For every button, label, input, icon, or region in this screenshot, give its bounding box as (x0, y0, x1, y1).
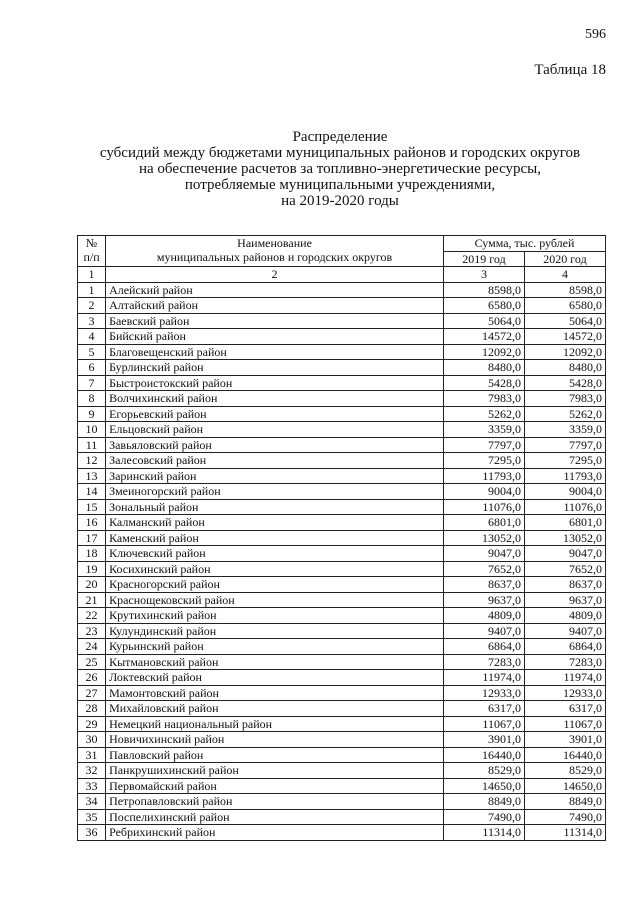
value-2020: 5064,0 (524, 313, 605, 329)
district-name: Калманский район (106, 515, 444, 531)
column-number: 3 (444, 267, 525, 283)
value-2019: 6580,0 (444, 298, 525, 314)
value-2019: 5262,0 (444, 406, 525, 422)
value-2020: 6317,0 (524, 701, 605, 717)
district-name: Косихинский район (106, 561, 444, 577)
table-label: Таблица 18 (534, 62, 606, 78)
row-number: 13 (78, 468, 106, 484)
row-number: 19 (78, 561, 106, 577)
table-row (78, 825, 606, 841)
value-2019: 6317,0 (444, 701, 525, 717)
district-name: Егорьевский район (106, 406, 444, 422)
value-2020: 12092,0 (524, 344, 605, 360)
row-number: 25 (78, 654, 106, 670)
header-name-line1: Наименование (237, 236, 312, 250)
district-name: Бурлинский район (106, 360, 444, 376)
table-row (78, 670, 606, 686)
table-row (78, 716, 606, 732)
row-number: 15 (78, 499, 106, 515)
value-2020: 7797,0 (524, 437, 605, 453)
table-row (78, 608, 606, 624)
header-year-2020: 2020 год (524, 251, 605, 267)
value-2019: 3901,0 (444, 732, 525, 748)
row-number: 8 (78, 391, 106, 407)
table-header-row (78, 236, 606, 252)
table-row (78, 468, 606, 484)
value-2020: 11793,0 (524, 468, 605, 484)
district-name: Ельцовский район (106, 422, 444, 438)
title-line: на обеспечение расчетов за топливно-энергетические ресурсы, (138, 161, 542, 177)
district-name: Поспелихинский район (106, 809, 444, 825)
header-name (106, 236, 444, 267)
district-name: Алейский район (106, 282, 444, 298)
value-2020: 7652,0 (524, 561, 605, 577)
table-row (78, 515, 606, 531)
value-2020: 7283,0 (524, 654, 605, 670)
table-row (78, 484, 606, 500)
table-row (78, 561, 606, 577)
value-2020: 7295,0 (524, 453, 605, 469)
header-sum: Сумма, тыс. рублей (444, 236, 606, 252)
value-2019: 8598,0 (444, 282, 525, 298)
row-number: 2 (78, 298, 106, 314)
title-line: потребляемые муниципальными учреждениями, (184, 177, 496, 193)
district-name: Курьинский район (106, 639, 444, 655)
row-number: 23 (78, 623, 106, 639)
table-row (78, 763, 606, 779)
value-2019: 9047,0 (444, 546, 525, 562)
district-name: Алтайский район (106, 298, 444, 314)
row-number: 9 (78, 406, 106, 422)
value-2020: 8598,0 (524, 282, 605, 298)
table-row (78, 639, 606, 655)
header-name-line2: муниципальных районов и городских округов (156, 250, 393, 264)
value-2019: 9637,0 (444, 592, 525, 608)
value-2020: 6801,0 (524, 515, 605, 531)
document-title (40, 129, 640, 209)
column-number: 1 (78, 267, 106, 283)
row-number: 10 (78, 422, 106, 438)
value-2020: 14650,0 (524, 778, 605, 794)
value-2019: 7283,0 (444, 654, 525, 670)
district-name: Крутихинский район (106, 608, 444, 624)
column-number-row (78, 267, 606, 283)
district-name: Краснощековский район (106, 592, 444, 608)
row-number: 28 (78, 701, 106, 717)
value-2019: 7295,0 (444, 453, 525, 469)
value-2020: 9637,0 (524, 592, 605, 608)
district-name: Кытмановский район (106, 654, 444, 670)
value-2020: 16440,0 (524, 747, 605, 763)
row-number: 11 (78, 437, 106, 453)
value-2020: 3359,0 (524, 422, 605, 438)
value-2019: 7652,0 (444, 561, 525, 577)
table-row (78, 344, 606, 360)
row-number: 14 (78, 484, 106, 500)
column-number: 2 (106, 267, 444, 283)
district-name: Красногорский район (106, 577, 444, 593)
value-2020: 9407,0 (524, 623, 605, 639)
value-2019: 16440,0 (444, 747, 525, 763)
district-name: Баевский район (106, 313, 444, 329)
table-row (78, 453, 606, 469)
value-2019: 3359,0 (444, 422, 525, 438)
district-name: Первомайский район (106, 778, 444, 794)
district-name: Каменский район (106, 530, 444, 546)
value-2020: 11076,0 (524, 499, 605, 515)
row-number: 33 (78, 778, 106, 794)
row-number: 4 (78, 329, 106, 345)
value-2019: 8529,0 (444, 763, 525, 779)
value-2020: 5428,0 (524, 375, 605, 391)
table-row (78, 685, 606, 701)
row-number: 7 (78, 375, 106, 391)
row-number: 27 (78, 685, 106, 701)
district-name: Павловский район (106, 747, 444, 763)
table-row (78, 422, 606, 438)
table-row (78, 406, 606, 422)
row-number: 20 (78, 577, 106, 593)
table-row (78, 592, 606, 608)
district-name: Змеиногорский район (106, 484, 444, 500)
row-number: 1 (78, 282, 106, 298)
value-2019: 5428,0 (444, 375, 525, 391)
value-2019: 8637,0 (444, 577, 525, 593)
value-2019: 13052,0 (444, 530, 525, 546)
value-2020: 4809,0 (524, 608, 605, 624)
value-2019: 14572,0 (444, 329, 525, 345)
value-2020: 11974,0 (524, 670, 605, 686)
district-name: Локтевский район (106, 670, 444, 686)
district-name: Михайловский район (106, 701, 444, 717)
table-body (78, 282, 606, 840)
title-line: Распределение (292, 129, 388, 145)
row-number: 35 (78, 809, 106, 825)
header-number-line2: п/п (83, 250, 100, 264)
table-row (78, 577, 606, 593)
value-2020: 7490,0 (524, 809, 605, 825)
table-row (78, 499, 606, 515)
title-line: субсидий между бюджетами муниципальных районов и городских округов (99, 145, 581, 161)
row-number: 32 (78, 763, 106, 779)
value-2019: 11793,0 (444, 468, 525, 484)
row-number: 5 (78, 344, 106, 360)
district-name: Панкрушихинский район (106, 763, 444, 779)
row-number: 17 (78, 530, 106, 546)
value-2019: 4809,0 (444, 608, 525, 624)
table-row (78, 375, 606, 391)
value-2019: 7490,0 (444, 809, 525, 825)
district-name: Залесовский район (106, 453, 444, 469)
district-name: Волчихинский район (106, 391, 444, 407)
value-2019: 11067,0 (444, 716, 525, 732)
district-name: Ребрихинский район (106, 825, 444, 841)
table-row (78, 329, 606, 345)
district-name: Мамонтовский район (106, 685, 444, 701)
row-number: 22 (78, 608, 106, 624)
row-number: 24 (78, 639, 106, 655)
value-2020: 8849,0 (524, 794, 605, 810)
value-2019: 6801,0 (444, 515, 525, 531)
table-row (78, 701, 606, 717)
district-name: Зональный район (106, 499, 444, 515)
table-row (78, 747, 606, 763)
table-row (78, 313, 606, 329)
value-2020: 5262,0 (524, 406, 605, 422)
district-name: Ключевский район (106, 546, 444, 562)
table-row (78, 654, 606, 670)
value-2019: 9407,0 (444, 623, 525, 639)
header-number (78, 236, 106, 267)
subsidy-table (77, 235, 606, 841)
value-2020: 8637,0 (524, 577, 605, 593)
value-2019: 9004,0 (444, 484, 525, 500)
district-name: Немецкий национальный район (106, 716, 444, 732)
table-row (78, 778, 606, 794)
row-number: 31 (78, 747, 106, 763)
table-row (78, 391, 606, 407)
district-name: Новичихинский район (106, 732, 444, 748)
value-2019: 11076,0 (444, 499, 525, 515)
header-number-line1: № (85, 236, 98, 250)
value-2020: 12933,0 (524, 685, 605, 701)
value-2020: 13052,0 (524, 530, 605, 546)
value-2019: 14650,0 (444, 778, 525, 794)
value-2019: 11314,0 (444, 825, 525, 841)
table-row (78, 298, 606, 314)
value-2020: 3901,0 (524, 732, 605, 748)
district-name: Бийский район (106, 329, 444, 345)
value-2019: 11974,0 (444, 670, 525, 686)
value-2019: 12092,0 (444, 344, 525, 360)
table-row (78, 437, 606, 453)
value-2020: 11314,0 (524, 825, 605, 841)
row-number: 6 (78, 360, 106, 376)
value-2020: 7983,0 (524, 391, 605, 407)
table-row (78, 530, 606, 546)
value-2020: 6580,0 (524, 298, 605, 314)
column-number: 4 (524, 267, 605, 283)
value-2019: 8849,0 (444, 794, 525, 810)
header-year-2019: 2019 год (444, 251, 525, 267)
table-row (78, 546, 606, 562)
district-name: Быстроистокский район (106, 375, 444, 391)
row-number: 21 (78, 592, 106, 608)
district-name: Заринский район (106, 468, 444, 484)
district-name: Кулундинский район (106, 623, 444, 639)
row-number: 36 (78, 825, 106, 841)
value-2020: 11067,0 (524, 716, 605, 732)
value-2020: 6864,0 (524, 639, 605, 655)
district-name: Петропавловский район (106, 794, 444, 810)
value-2020: 8529,0 (524, 763, 605, 779)
row-number: 29 (78, 716, 106, 732)
table-row (78, 732, 606, 748)
district-name: Благовещенский район (106, 344, 444, 360)
table-row (78, 623, 606, 639)
row-number: 18 (78, 546, 106, 562)
value-2019: 7797,0 (444, 437, 525, 453)
value-2019: 8480,0 (444, 360, 525, 376)
value-2019: 5064,0 (444, 313, 525, 329)
district-name: Завьяловский район (106, 437, 444, 453)
value-2020: 9047,0 (524, 546, 605, 562)
table-row (78, 809, 606, 825)
row-number: 26 (78, 670, 106, 686)
table-row (78, 794, 606, 810)
title-line: на 2019-2020 годы (281, 193, 399, 209)
row-number: 16 (78, 515, 106, 531)
table-row (78, 282, 606, 298)
row-number: 3 (78, 313, 106, 329)
value-2020: 9004,0 (524, 484, 605, 500)
table-row (78, 360, 606, 376)
row-number: 12 (78, 453, 106, 469)
value-2020: 14572,0 (524, 329, 605, 345)
page-number: 596 (585, 27, 606, 42)
row-number: 30 (78, 732, 106, 748)
value-2019: 12933,0 (444, 685, 525, 701)
value-2019: 7983,0 (444, 391, 525, 407)
value-2020: 8480,0 (524, 360, 605, 376)
row-number: 34 (78, 794, 106, 810)
value-2019: 6864,0 (444, 639, 525, 655)
